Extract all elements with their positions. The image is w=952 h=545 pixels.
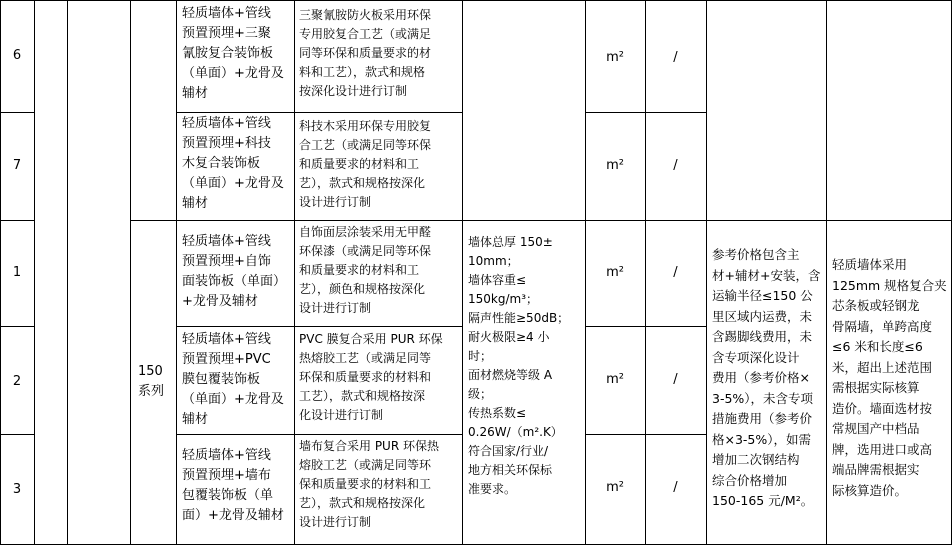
series-label: 150 系列 xyxy=(138,364,165,399)
unit: m² xyxy=(606,158,624,173)
item-name: 轻质墙体+管线 预置预埋+墙布 包覆装饰板（单 面）+龙骨及辅材 xyxy=(182,448,284,523)
item-name: 轻质墙体+管线 预置预埋+自饰 面装饰板（单面） +龙骨及辅材 xyxy=(182,234,287,309)
grid-line xyxy=(176,0,177,545)
grid-line xyxy=(130,0,131,545)
grid-line xyxy=(176,112,462,113)
unit: m² xyxy=(606,480,624,495)
grid-line xyxy=(0,0,952,1)
item-name: 轻质墙体+管线 预置预埋+PVC 膜包覆装饰板 （单面）+龙骨及 辅材 xyxy=(182,332,284,427)
grid-line xyxy=(0,434,34,435)
price-note: 参考价格包含主 材+辅材+安装，含 运输半径≤150 公 里区域内运费，未 含踢脚线费用，未 含专项深化设计 费用（参考价格× 3-5%），未含专项 措施费用（参考价 格×3-5%），如需 增加二次钢结构 综合价格增加 150-165 元/M²。 xyxy=(712,247,821,508)
row-number: 7 xyxy=(12,158,22,173)
unit: m² xyxy=(606,265,624,280)
unit: m² xyxy=(606,372,624,387)
grid-line xyxy=(130,220,952,221)
grid-line xyxy=(176,434,462,435)
remark-text: 轻质墙体采用 125mm 规格复合夹 芯条板或轻钢龙 骨隔墙，单跨高度 ≤6 米和长度≤6 米，超出上述范围 需根据实际核算 造价。墙面选材按 常规国产中档品 牌，选用进口或高 端品牌需根据实 际核算造价。 xyxy=(832,257,947,498)
item-description: 科技木采用环保专用胶复 合工艺（或满足同等环保 和质量要求的材料和工 艺），款式和规格按深化 设计进行订制 xyxy=(299,119,432,209)
unit: m² xyxy=(606,50,624,65)
grid-line xyxy=(585,434,706,435)
row-number: 3 xyxy=(12,482,22,497)
row-number: 2 xyxy=(12,374,22,389)
grid-line xyxy=(585,112,706,113)
row-number: 6 xyxy=(12,48,22,63)
grid-line xyxy=(706,0,707,545)
item-description: 墙布复合采用 PUR 环保热 熔胶工艺（或满足同等环 保和质量要求的材料和工 艺），款式和规格按深化 设计进行订制 xyxy=(299,439,439,529)
price: / xyxy=(673,50,678,65)
grid-line xyxy=(294,0,295,545)
grid-line xyxy=(0,112,34,113)
item-description: PVC 膜复合采用 PUR 环保 热熔胶工艺（或满足同等 环保和质量要求的材料和 工艺），款式和规格按深 化设计进行订制 xyxy=(299,332,443,422)
grid-line xyxy=(34,0,35,545)
item-description: 自饰面层涂装采用无甲醛 环保漆（或满足同等环保 和质量要求的材料和工 艺），颜色和规格按深化 设计进行订制 xyxy=(299,225,432,315)
grid-line xyxy=(0,220,34,221)
grid-line xyxy=(462,0,463,545)
price: / xyxy=(673,480,678,495)
item-description: 三聚氰胺防火板采用环保 专用胶复合工艺（或满足 同等环保和质量要求的材 料和工艺），款式和规格 按深化设计进行订制 xyxy=(299,8,432,98)
item-name: 轻质墙体+管线 预置预埋+科技 木复合装饰板 （单面）+龙骨及 辅材 xyxy=(182,116,284,211)
grid-line xyxy=(67,0,68,545)
spec-text: 墙体总厚 150± 10mm； 墙体容重≤ 150kg/m³； 隔声性能≥50dB； 耐火极限≥4 小 时； 面材燃烧等级 A 级； 传热系数≤ 0.26W/（m².K） 符合国家/行业/ 地方相关环保标 准要求。 xyxy=(468,235,570,496)
row-number: 1 xyxy=(12,265,22,280)
grid-line xyxy=(585,326,706,327)
price: / xyxy=(673,265,678,280)
grid-line xyxy=(826,0,827,545)
item-name: 轻质墙体+管线 预置预埋+三聚 氰胺复合装饰板 （单面）+龙骨及 辅材 xyxy=(182,6,284,101)
grid-line xyxy=(0,326,34,327)
price: / xyxy=(673,158,678,173)
grid-line xyxy=(176,326,462,327)
price: / xyxy=(673,372,678,387)
